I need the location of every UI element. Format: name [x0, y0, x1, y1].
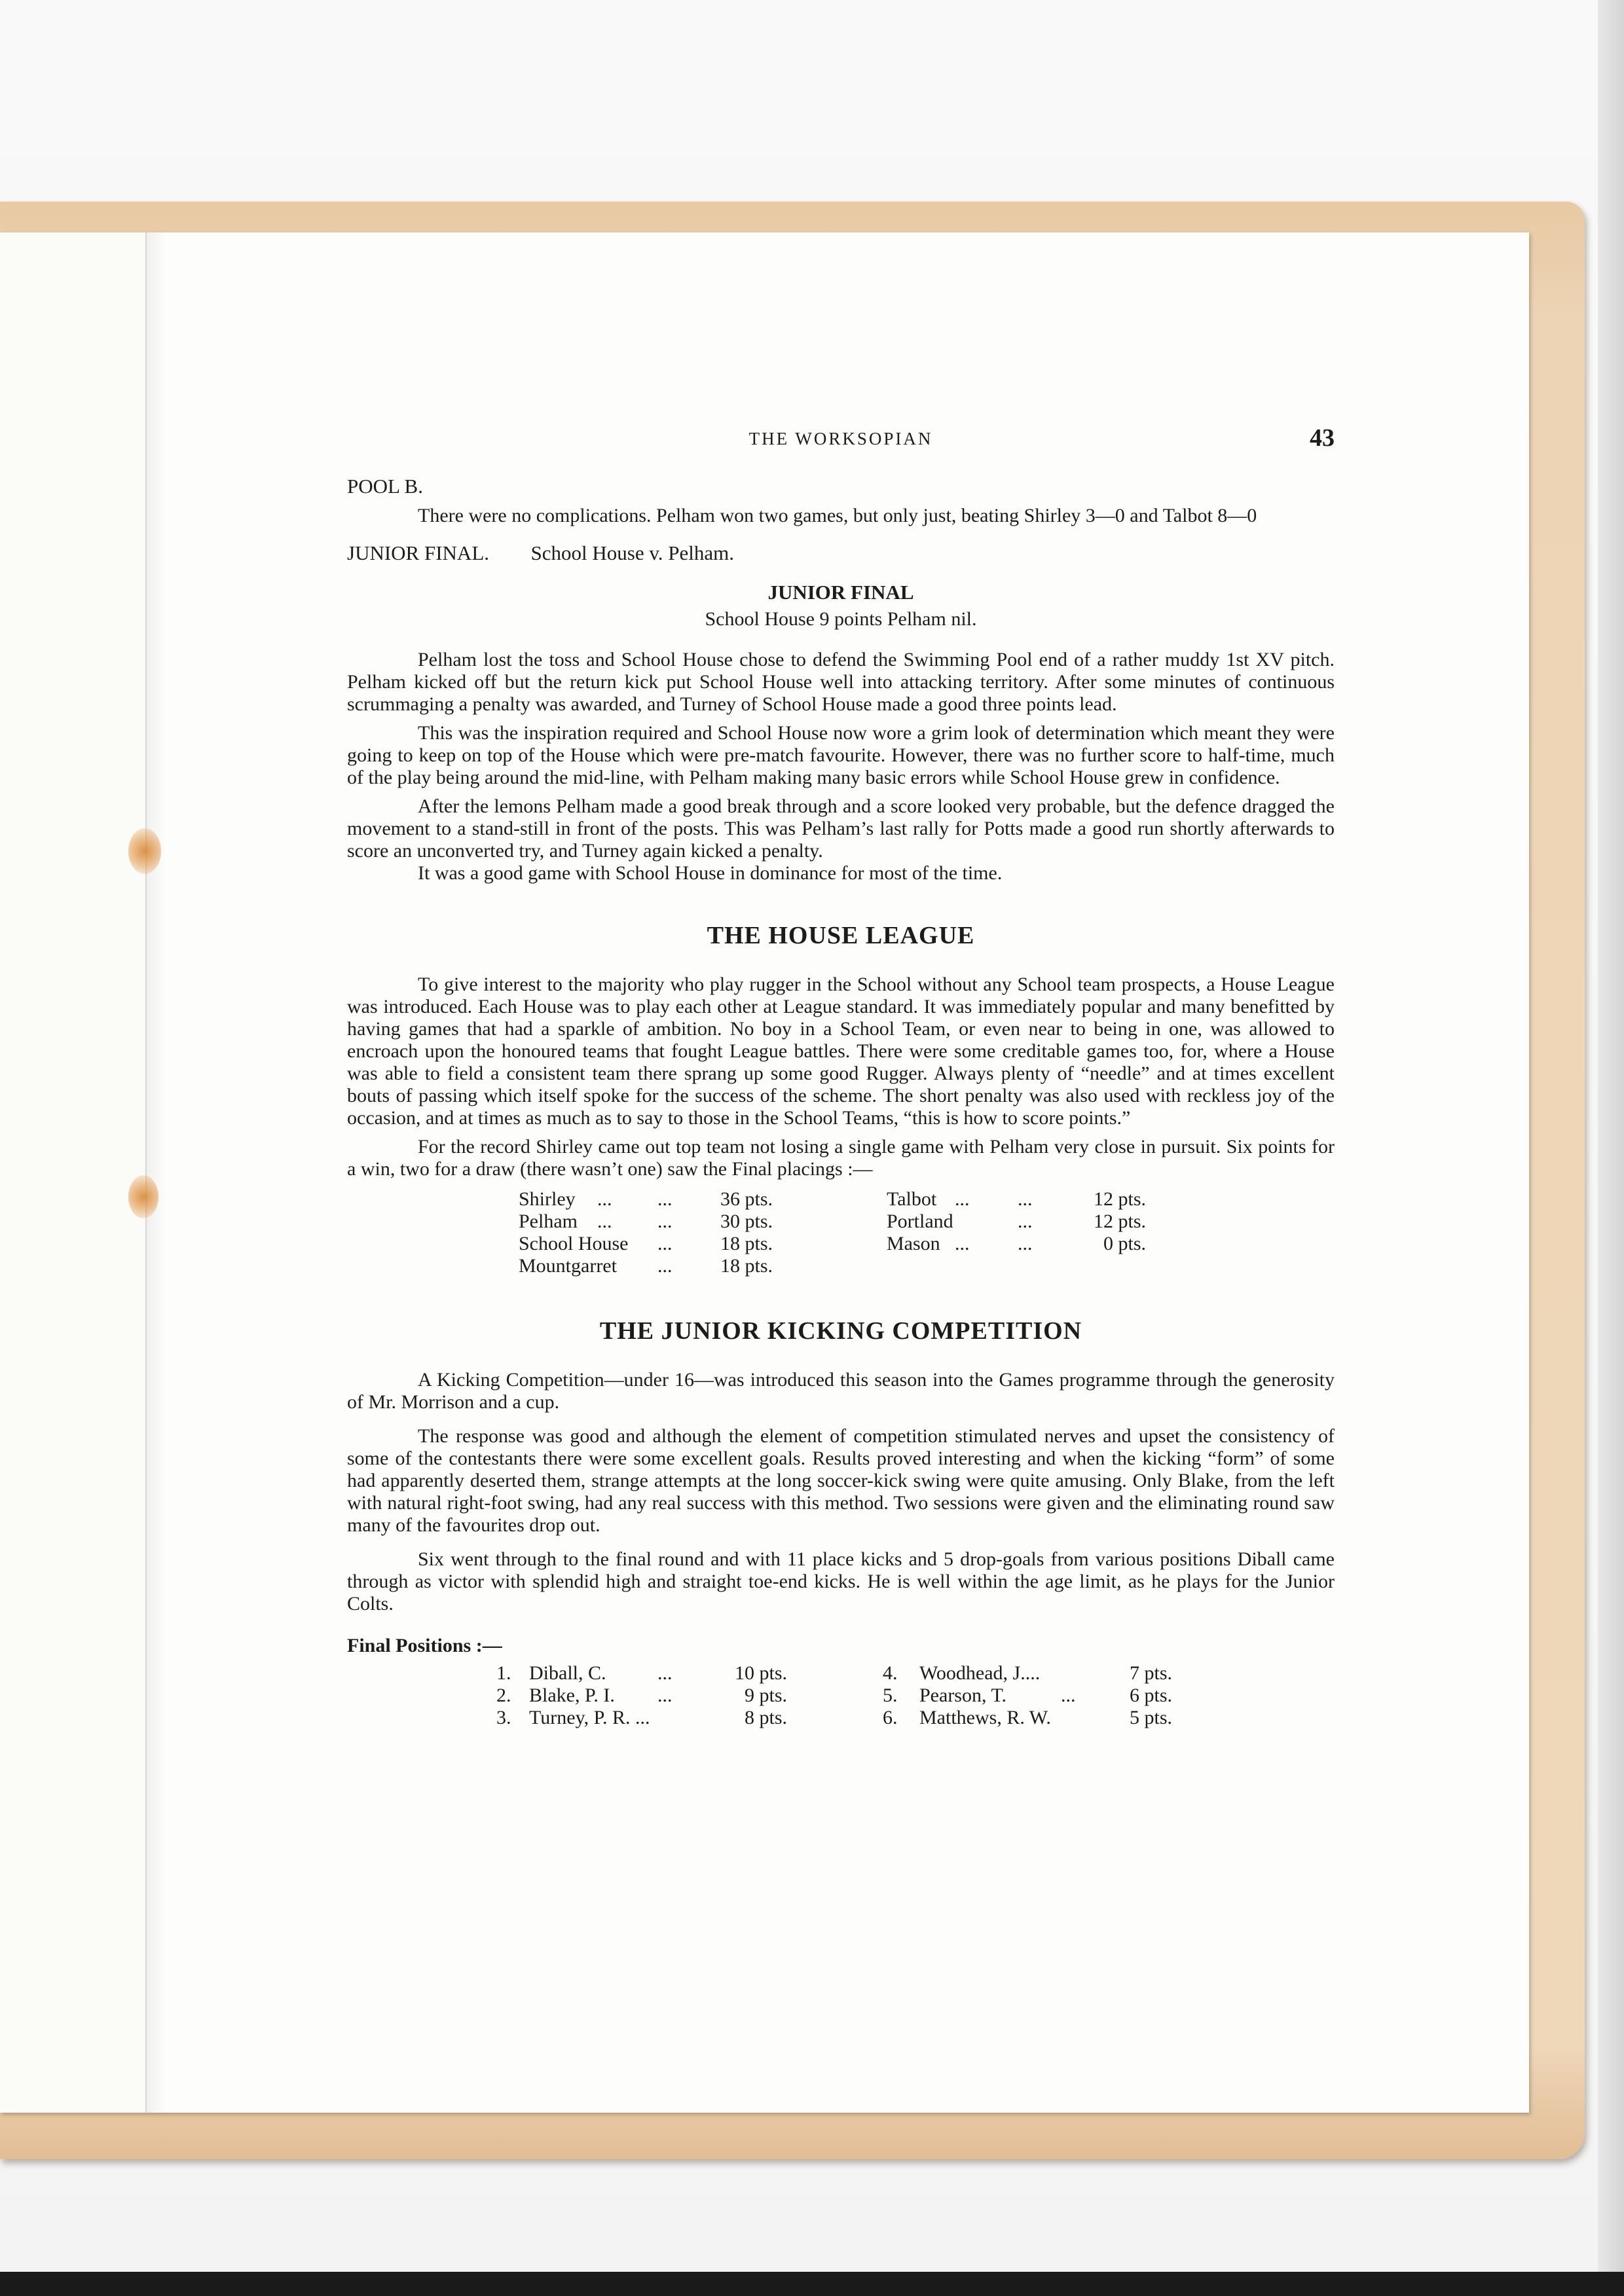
junior-final-paragraph: Pelham lost the toss and School House chose to defend the Swimming Pool end of a rather muddy 1st XV pitch. Pelham kicked off but the return kick put School House well into attacking territory. After some minutes of continuous scrummaging a penalty was awarded, and Turney of School House made a good three points lead.: [347, 649, 1335, 715]
placing-row: [519, 1211, 887, 1233]
page-number: 43: [1310, 424, 1335, 452]
placing-row: [887, 1211, 1175, 1233]
leader-dots: ...: [1018, 1211, 1033, 1232]
leader-dots: ...: [657, 1188, 673, 1210]
position-row: [496, 1707, 883, 1729]
leader-dots: ...: [955, 1188, 970, 1210]
positions-right-column: [883, 1662, 1197, 1729]
pool-b-heading: POOL B.: [347, 475, 423, 498]
position-number: 4.: [883, 1662, 898, 1684]
positions-left-column: [496, 1662, 883, 1729]
placing-row: [519, 1233, 887, 1255]
junior-final-paragraph: This was the inspiration required and School House now wore a grim look of determination which meant they were going to keep on top of the House which were pre-match favourite. However, there was no further score to half-time, much of the play being around the mid-line, with Pelham making many basic errors while School House grew in confidence.: [347, 722, 1335, 788]
binding-stain: [128, 828, 161, 874]
placing-row: [519, 1255, 887, 1277]
player-name: Turney, P. R. ...: [529, 1707, 650, 1728]
placings-left-column: [519, 1188, 887, 1277]
magazine-page: [0, 232, 1529, 2113]
player-name: Woodhead, J....: [919, 1662, 1041, 1684]
running-header: [347, 424, 1335, 463]
house-league-paragraph: For the record Shirley came out top team not losing a single game with Pelham very close in pursuit. Six points for a win, two for a draw (there wasn’t one) saw the Final placings :—: [347, 1136, 1335, 1180]
team-points: 30 pts.: [720, 1211, 773, 1232]
team-points: 18 pts.: [720, 1233, 773, 1254]
house-league-title: THE HOUSE LEAGUE: [707, 922, 975, 949]
position-row: [883, 1707, 1197, 1729]
position-row: [883, 1685, 1197, 1707]
kicking-paragraph: Six went through to the final round and with 11 place kicks and 5 drop-goals from various positions Diball came through as victor with splendid high and straight toe-end kicks. He is well within the age limit, as he plays for the Junior Colts.: [347, 1548, 1335, 1614]
kicking-paragraph: A Kicking Competition—under 16—was introduced this season into the Games programme through the generosity of Mr. Morrison and a cup.: [347, 1369, 1335, 1413]
placing-row: [519, 1188, 887, 1211]
kicking-paragraph: The response was good and although the element of competition stimulated nerves and upset the consistency of some of the contestants there were some excellent goals. Results proved interesting and when the kicking “form” of some had apparently deserted them, strange attempts at the long soccer-kick swing were quite amusing. Only Blake, from the left with natural right-foot swing, had any real success with this method. Two sessions were given and the eliminating round saw many of the favourites drop out.: [347, 1425, 1335, 1536]
team-name: Pelham: [519, 1211, 578, 1232]
scanner-bottom-edge: [0, 2272, 1624, 2296]
kicking-competition-title: THE JUNIOR KICKING COMPETITION: [599, 1317, 1082, 1345]
player-name: Blake, P. I.: [529, 1685, 615, 1706]
leader-dots: ...: [1018, 1233, 1033, 1254]
player-name: Pearson, T.: [919, 1685, 1007, 1706]
spine-shadow: [147, 232, 166, 2113]
binding-stain: [128, 1175, 158, 1218]
player-points: 6 pts.: [1129, 1685, 1172, 1706]
leader-dots: ...: [597, 1211, 612, 1232]
pool-b-text: There were no complications. Pelham won two games, but only just, beating Shirley 3—0 and Talbot 8—0: [418, 505, 1257, 526]
final-positions: [496, 1662, 1335, 1729]
leader-dots: ...: [657, 1685, 673, 1706]
position-row: [496, 1662, 883, 1685]
team-name: Mountgarret: [519, 1255, 617, 1277]
player-name: Matthews, R. W.: [919, 1707, 1051, 1728]
final-positions-label: Final Positions :—: [347, 1635, 502, 1656]
junior-final-line: [347, 541, 1335, 565]
scanner-edge-shadow: [1598, 0, 1624, 2272]
leader-dots: ...: [597, 1188, 612, 1210]
position-number: 2.: [496, 1685, 511, 1706]
position-number: 6.: [883, 1707, 898, 1728]
team-name: Shirley: [519, 1188, 576, 1210]
facing-page-margin: [0, 232, 147, 2113]
leader-dots: ...: [657, 1662, 673, 1684]
page-content: [347, 424, 1335, 1729]
team-points: 12 pts.: [1093, 1211, 1146, 1232]
junior-final-result: School House 9 points Pelham nil.: [705, 608, 977, 630]
position-number: 3.: [496, 1707, 511, 1728]
position-row: [496, 1685, 883, 1707]
player-points: 5 pts.: [1129, 1707, 1172, 1728]
team-points: 36 pts.: [720, 1188, 773, 1210]
placing-row: [887, 1233, 1175, 1255]
placing-row: [887, 1188, 1175, 1211]
house-league-paragraph: To give interest to the majority who play rugger in the School without any School team prospects, a House League was introduced. Each House was to play each other at League standard. It was immediately popular and many benefitted by having games that had a sparkle of ambition. No boy in a School Team, or even near to being in one, was allowed to encroach upon the honoured teams that fought League battles. There were some creditable games too, for, where a House was able to field a consistent team there sprang up some good Rugger. Always plenty of “needle” and at times excellent bouts of passing which itself spoke for the success of the scheme. The short penalty was also used with reckless joy of the occasion, and at times as much as to say to those in the School Teams, “this is how to score points.”: [347, 974, 1335, 1129]
player-points: 8 pts.: [744, 1707, 787, 1728]
placings-right-column: [887, 1188, 1175, 1277]
team-name: Mason: [887, 1233, 940, 1254]
player-name: Diball, C.: [529, 1662, 606, 1684]
player-points: 10 pts.: [734, 1662, 787, 1684]
position-number: 5.: [883, 1685, 898, 1706]
team-points: 12 pts.: [1093, 1188, 1146, 1210]
team-name: Portland: [887, 1211, 953, 1232]
leader-dots: ...: [657, 1233, 673, 1254]
leader-dots: ...: [1061, 1685, 1076, 1706]
junior-final-title: JUNIOR FINAL: [767, 581, 914, 604]
junior-final-label: JUNIOR FINAL.: [347, 541, 489, 564]
leader-dots: ...: [955, 1233, 970, 1254]
junior-final-teams: School House v. Pelham.: [530, 541, 735, 564]
junior-final-paragraph: After the lemons Pelham made a good break through and a score looked very probable, but the defence dragged the movement to a stand-still in front of the posts. This was Pelham’s last rally for Potts made a good run shortly afterwards to score an unconverted try, and Turney again kicked a penalty.: [347, 795, 1335, 862]
player-points: 9 pts.: [744, 1685, 787, 1706]
team-points: 18 pts.: [720, 1255, 773, 1277]
position-number: 1.: [496, 1662, 511, 1684]
leader-dots: ...: [657, 1211, 673, 1232]
house-league-placings: [519, 1188, 1335, 1277]
team-name: School House: [519, 1233, 629, 1254]
player-points: 7 pts.: [1129, 1662, 1172, 1684]
position-row: [883, 1662, 1197, 1685]
running-title: THE WORKSOPIAN: [748, 429, 933, 448]
team-name: Talbot: [887, 1188, 937, 1210]
leader-dots: ...: [1018, 1188, 1033, 1210]
leader-dots: ...: [657, 1255, 673, 1277]
team-points: 0 pts.: [1103, 1233, 1146, 1254]
junior-final-paragraph: It was a good game with School House in dominance for most of the time.: [418, 862, 1003, 884]
